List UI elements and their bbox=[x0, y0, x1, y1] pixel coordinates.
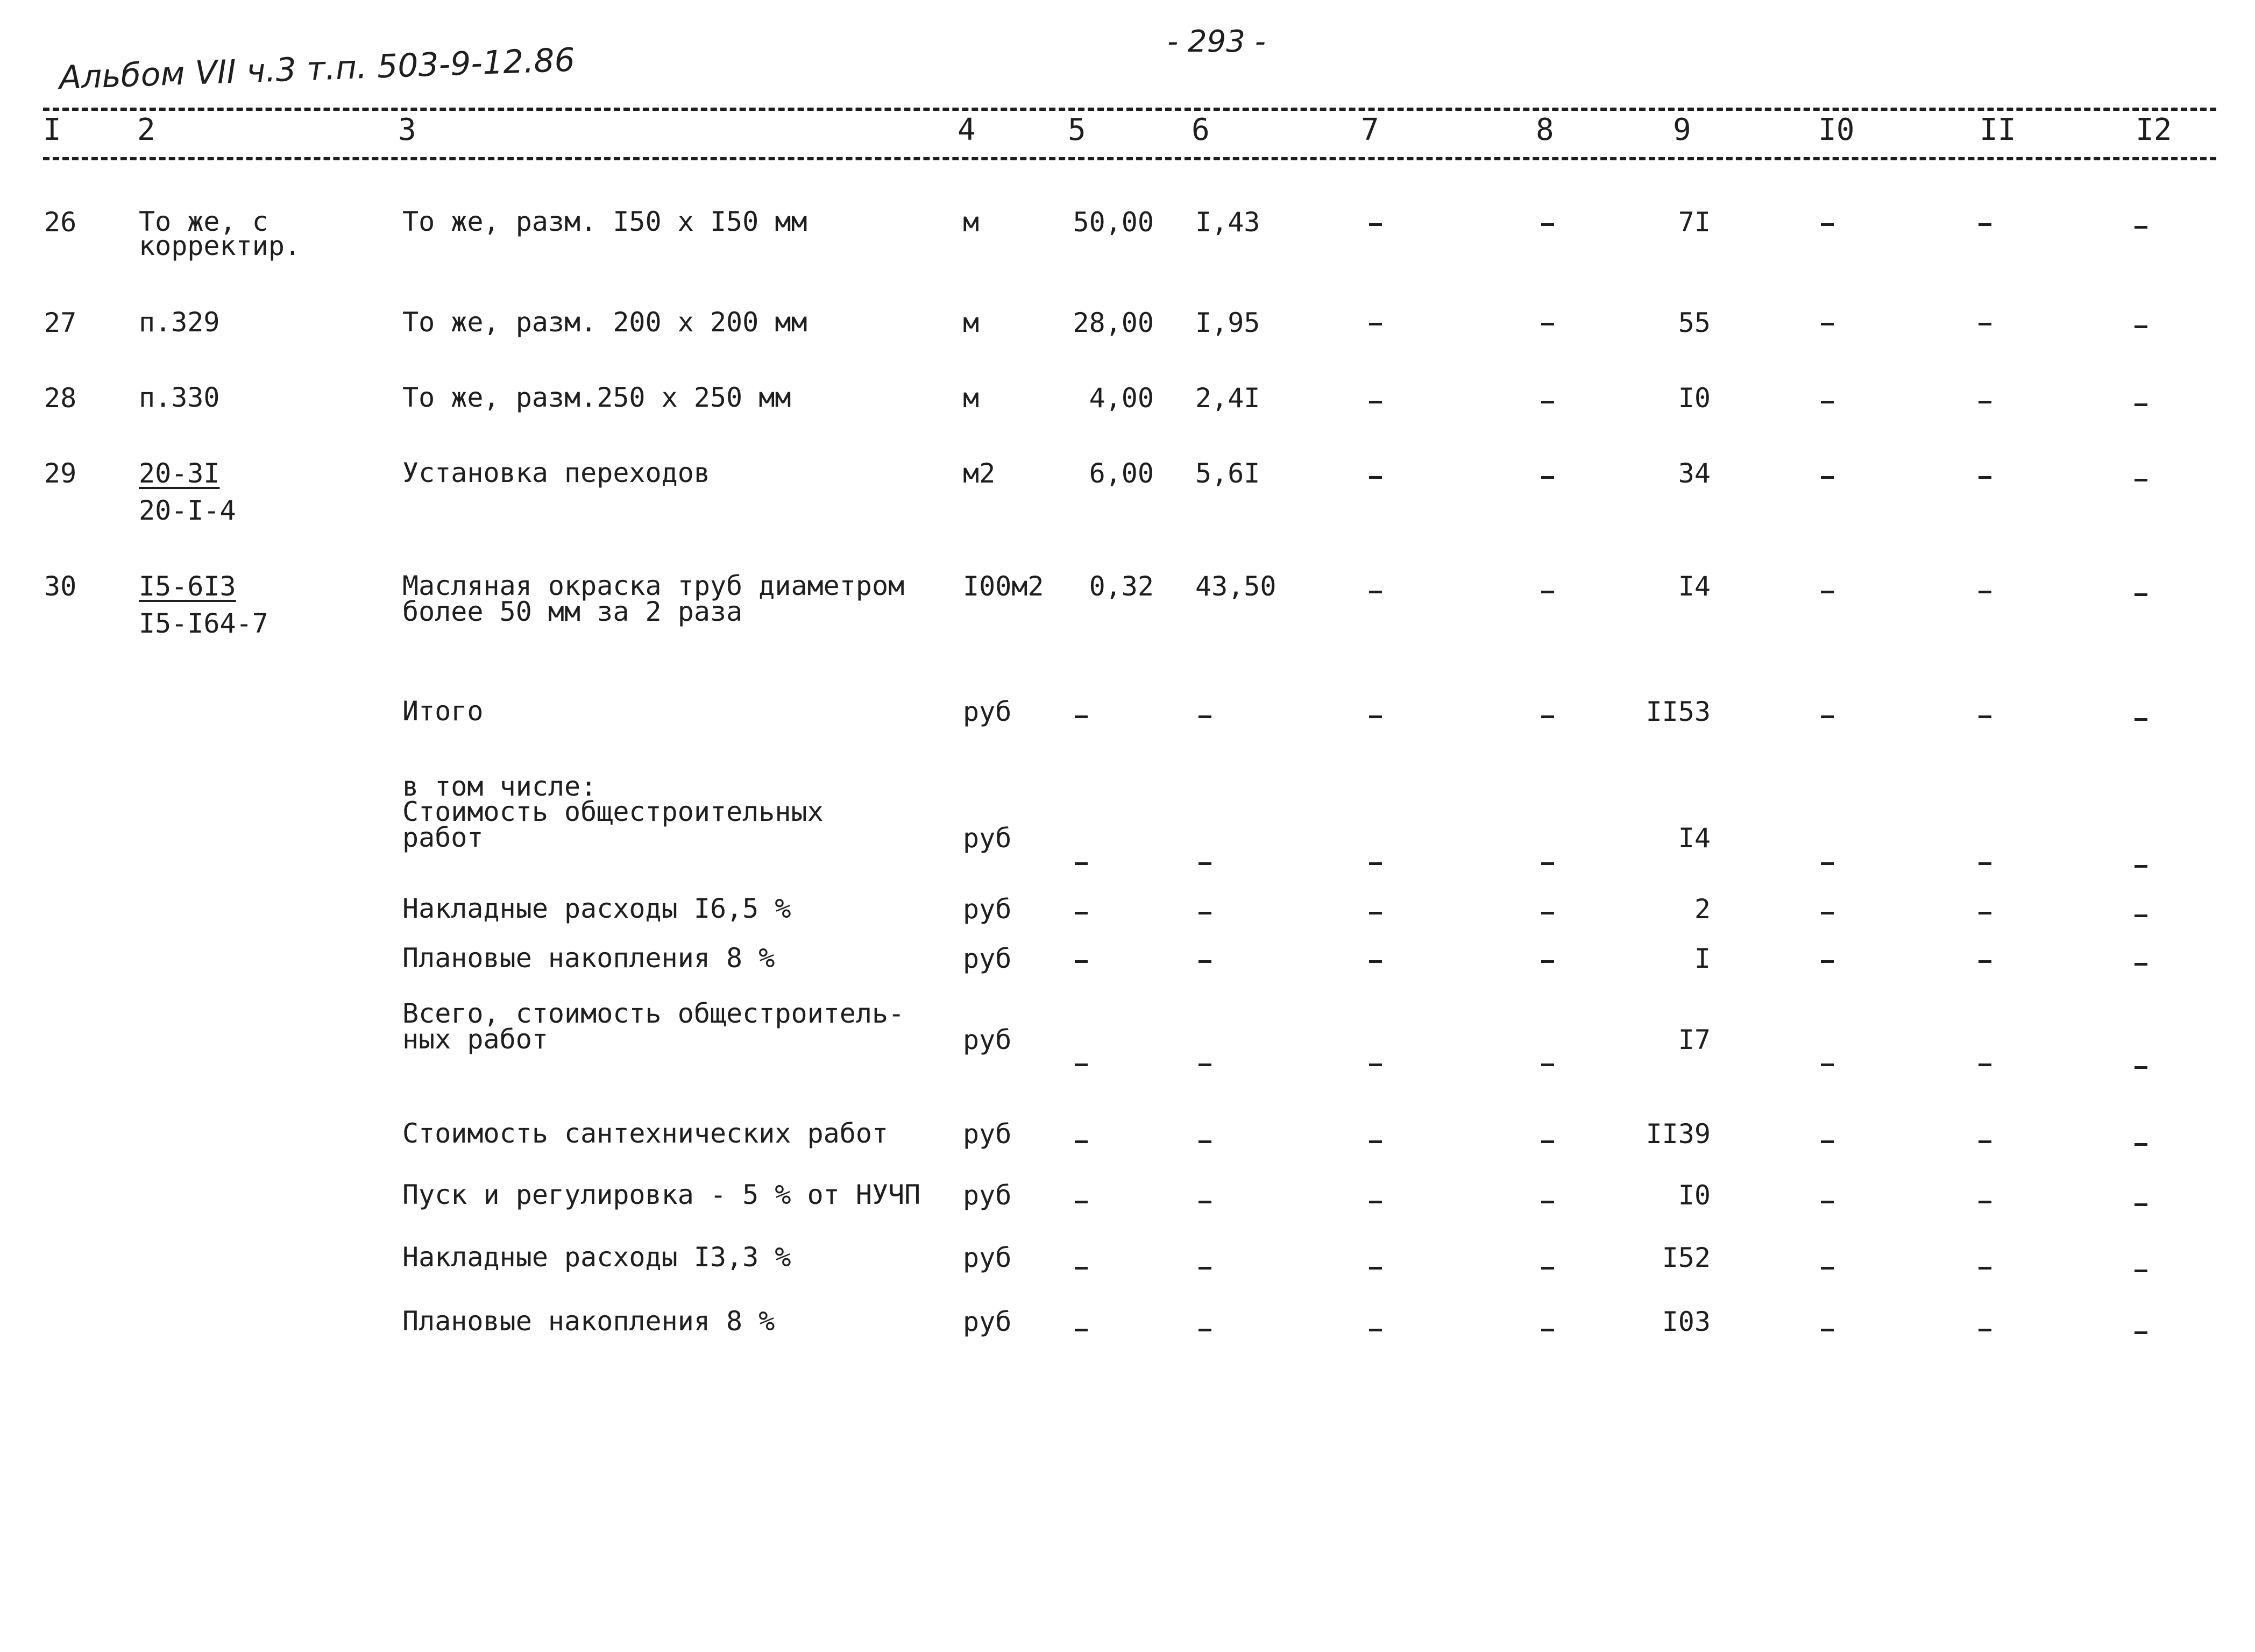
row-number: 27 bbox=[44, 307, 77, 338]
dash-col-12 bbox=[2135, 403, 2147, 406]
unit-of-measure: I00м2 bbox=[963, 571, 1044, 602]
dash-col-8 bbox=[1541, 715, 1554, 718]
dash-col-6 bbox=[1199, 960, 1211, 963]
unit-of-measure: м bbox=[963, 382, 980, 414]
dash-col-6 bbox=[1199, 912, 1211, 914]
dash-col-8 bbox=[1541, 476, 1554, 479]
dash-col-6 bbox=[1199, 1063, 1211, 1066]
column-header-11: II bbox=[1980, 112, 2016, 147]
album-reference: Альбом VII ч.3 т.п. 503-9-12.86 bbox=[58, 41, 576, 97]
work-description: Накладные расходы I6,5 % bbox=[402, 893, 791, 924]
quantity-value: 50,00 bbox=[1073, 207, 1154, 238]
dash-col-10 bbox=[1821, 223, 1834, 226]
dash-col-8 bbox=[1541, 1063, 1554, 1066]
unit-of-measure: м bbox=[963, 207, 980, 238]
price-code: I5-I64-7 bbox=[139, 608, 268, 639]
price-code: корректир. bbox=[139, 230, 301, 261]
dash-col-12 bbox=[2135, 914, 2147, 917]
unit-price-value: 2,4I bbox=[1195, 382, 1260, 414]
dash-col-10 bbox=[1821, 1201, 1834, 1203]
dash-col-6 bbox=[1199, 862, 1211, 865]
total-cost-value: I0 bbox=[1678, 1180, 1711, 1211]
dash-col-12 bbox=[2135, 325, 2147, 328]
dash-col-5 bbox=[1075, 862, 1088, 865]
dash-col-8 bbox=[1541, 912, 1554, 914]
dash-col-11 bbox=[1979, 715, 1991, 718]
dash-col-12 bbox=[2135, 1066, 2147, 1069]
dash-col-6 bbox=[1199, 1267, 1211, 1270]
dash-col-7 bbox=[1369, 1063, 1382, 1066]
dash-col-12 bbox=[2135, 1331, 2147, 1334]
dash-col-11 bbox=[1979, 223, 1991, 226]
work-description: Стоимость общестроительных bbox=[402, 796, 824, 827]
dash-col-8 bbox=[1541, 401, 1554, 403]
dash-col-10 bbox=[1821, 323, 1834, 325]
unit-of-measure: руб bbox=[963, 1024, 1012, 1055]
unit-price-value: 5,6I bbox=[1195, 458, 1260, 489]
work-description: То же, разм. I50 x I50 мм bbox=[402, 206, 807, 237]
work-description: Накладные расходы I3,3 % bbox=[402, 1242, 791, 1273]
total-cost-value: 2 bbox=[1694, 894, 1711, 925]
price-code: п.329 bbox=[139, 307, 220, 338]
unit-of-measure: руб bbox=[963, 1242, 1012, 1273]
dash-col-5 bbox=[1075, 960, 1088, 963]
unit-price-value: I,43 bbox=[1195, 207, 1260, 238]
column-header-7: 7 bbox=[1361, 112, 1379, 147]
work-description: Плановые накопления 8 % bbox=[402, 1306, 775, 1337]
dash-col-12 bbox=[2135, 865, 2147, 868]
dash-col-11 bbox=[1979, 1140, 1991, 1143]
column-header-6: 6 bbox=[1192, 112, 1210, 147]
unit-price-value: 43,50 bbox=[1195, 571, 1277, 602]
dash-col-11 bbox=[1979, 591, 1991, 593]
work-description: ных работ bbox=[402, 1024, 548, 1055]
row-number: 29 bbox=[44, 458, 77, 489]
dash-col-8 bbox=[1541, 1140, 1554, 1143]
work-description: более 50 мм за 2 раза bbox=[402, 596, 743, 627]
dash-col-12 bbox=[2135, 1143, 2147, 1146]
row-number: 30 bbox=[44, 571, 77, 602]
dash-col-12 bbox=[2135, 593, 2147, 596]
unit-of-measure: руб bbox=[963, 894, 1012, 925]
header-bottom-rule bbox=[43, 157, 2216, 160]
dash-col-7 bbox=[1369, 912, 1382, 914]
dash-col-6 bbox=[1199, 1201, 1211, 1203]
work-description: То же, разм. 200 x 200 мм bbox=[402, 307, 807, 338]
dash-col-11 bbox=[1979, 912, 1991, 914]
dash-col-12 bbox=[2135, 963, 2147, 966]
column-header-5: 5 bbox=[1068, 112, 1086, 147]
column-header-1: I bbox=[43, 112, 61, 147]
dash-col-10 bbox=[1821, 715, 1834, 718]
dash-col-7 bbox=[1369, 591, 1382, 593]
dash-col-5 bbox=[1075, 715, 1088, 718]
dash-col-8 bbox=[1541, 591, 1554, 593]
dash-col-8 bbox=[1541, 1201, 1554, 1203]
total-cost-value: I7 bbox=[1678, 1024, 1711, 1055]
work-description: Стоимость сантехнических работ bbox=[402, 1118, 889, 1149]
work-description: Установка переходов bbox=[402, 457, 710, 488]
dash-col-10 bbox=[1821, 1267, 1834, 1270]
dash-col-12 bbox=[2135, 1270, 2147, 1272]
column-header-8: 8 bbox=[1536, 112, 1554, 147]
dash-col-5 bbox=[1075, 912, 1088, 914]
unit-of-measure: руб bbox=[963, 1118, 1012, 1150]
total-cost-value: 7I bbox=[1678, 207, 1711, 238]
work-description: Всего, стоимость общестроитель- bbox=[402, 998, 905, 1029]
total-cost-value: II39 bbox=[1646, 1118, 1711, 1150]
dash-col-12 bbox=[2135, 226, 2147, 229]
work-description: Масляная окраска труб диаметром bbox=[402, 570, 905, 601]
unit-of-measure: руб bbox=[963, 943, 1012, 974]
dash-col-6 bbox=[1199, 1329, 1211, 1331]
dash-col-5 bbox=[1075, 1201, 1088, 1203]
dash-col-5 bbox=[1075, 1329, 1088, 1331]
column-header-4: 4 bbox=[958, 112, 976, 147]
work-description: Плановые накопления 8 % bbox=[402, 942, 775, 974]
dash-col-12 bbox=[2135, 479, 2147, 481]
dash-col-11 bbox=[1979, 862, 1991, 865]
column-header-9: 9 bbox=[1673, 112, 1691, 147]
dash-col-7 bbox=[1369, 1201, 1382, 1203]
quantity-value: 6,00 bbox=[1089, 458, 1154, 489]
column-header-3: 3 bbox=[398, 112, 416, 147]
dash-col-5 bbox=[1075, 1140, 1088, 1143]
header-top-rule bbox=[43, 108, 2216, 111]
dash-col-7 bbox=[1369, 1140, 1382, 1143]
dash-col-5 bbox=[1075, 1267, 1088, 1270]
row-number: 28 bbox=[44, 382, 77, 414]
total-cost-value: I bbox=[1694, 943, 1711, 974]
unit-of-measure: м2 bbox=[963, 458, 996, 489]
dash-col-11 bbox=[1979, 1267, 1991, 1270]
dash-col-11 bbox=[1979, 1201, 1991, 1203]
dash-col-7 bbox=[1369, 401, 1382, 403]
row-number: 26 bbox=[44, 207, 77, 238]
unit-price-value: I,95 bbox=[1195, 307, 1260, 338]
total-cost-value: 55 bbox=[1678, 307, 1711, 338]
dash-col-10 bbox=[1821, 912, 1834, 914]
price-code: I5-6I3 bbox=[139, 571, 236, 602]
dash-col-11 bbox=[1979, 476, 1991, 479]
dash-col-7 bbox=[1369, 862, 1382, 865]
dash-col-10 bbox=[1821, 476, 1834, 479]
column-header-10: I0 bbox=[1818, 112, 1855, 147]
total-cost-value: I4 bbox=[1678, 823, 1711, 854]
price-code: 20-I-4 bbox=[139, 495, 236, 526]
unit-of-measure: руб bbox=[963, 1180, 1012, 1211]
unit-of-measure: руб bbox=[963, 1306, 1012, 1337]
column-header-2: 2 bbox=[137, 112, 155, 147]
dash-col-10 bbox=[1821, 591, 1834, 593]
dash-col-7 bbox=[1369, 1267, 1382, 1270]
price-code: п.330 bbox=[139, 382, 220, 413]
dash-col-7 bbox=[1369, 715, 1382, 718]
dash-col-8 bbox=[1541, 1329, 1554, 1331]
unit-of-measure: руб bbox=[963, 823, 1012, 854]
dash-col-7 bbox=[1369, 1329, 1382, 1331]
total-cost-value: I0 bbox=[1678, 382, 1711, 414]
dash-col-8 bbox=[1541, 323, 1554, 325]
dash-col-7 bbox=[1369, 476, 1382, 479]
dash-col-8 bbox=[1541, 1267, 1554, 1270]
dash-col-12 bbox=[2135, 718, 2147, 721]
unit-of-measure: м bbox=[963, 307, 980, 338]
dash-col-10 bbox=[1821, 401, 1834, 403]
dash-col-11 bbox=[1979, 1063, 1991, 1066]
dash-col-11 bbox=[1979, 323, 1991, 325]
dash-col-11 bbox=[1979, 960, 1991, 963]
work-description: в том числе: bbox=[402, 771, 597, 802]
dash-col-7 bbox=[1369, 223, 1382, 226]
dash-col-7 bbox=[1369, 323, 1382, 325]
dash-col-8 bbox=[1541, 223, 1554, 226]
work-description: работ bbox=[402, 822, 484, 853]
column-header-12: I2 bbox=[2136, 112, 2172, 147]
dash-col-10 bbox=[1821, 1329, 1834, 1331]
total-cost-value: I4 bbox=[1678, 571, 1711, 602]
dash-col-10 bbox=[1821, 862, 1834, 865]
work-description: Пуск и регулировка - 5 % от НУЧП bbox=[402, 1179, 921, 1210]
dash-col-10 bbox=[1821, 1140, 1834, 1143]
dash-col-8 bbox=[1541, 862, 1554, 865]
total-cost-value: I03 bbox=[1662, 1306, 1711, 1337]
work-description: Итого bbox=[402, 696, 484, 727]
dash-col-11 bbox=[1979, 1329, 1991, 1331]
work-description: То же, разм.250 x 250 мм bbox=[402, 382, 791, 413]
price-code: То же, с bbox=[139, 206, 268, 237]
quantity-value: 28,00 bbox=[1073, 307, 1154, 338]
quantity-value: 0,32 bbox=[1089, 571, 1154, 602]
dash-col-5 bbox=[1075, 1063, 1088, 1066]
dash-col-8 bbox=[1541, 960, 1554, 963]
total-cost-value: I52 bbox=[1662, 1242, 1711, 1273]
dash-col-6 bbox=[1199, 1140, 1211, 1143]
dash-col-10 bbox=[1821, 960, 1834, 963]
quantity-value: 4,00 bbox=[1089, 382, 1154, 414]
dash-col-6 bbox=[1199, 715, 1211, 718]
dash-col-11 bbox=[1979, 401, 1991, 403]
dash-col-12 bbox=[2135, 1203, 2147, 1206]
total-cost-value: 34 bbox=[1678, 458, 1711, 489]
unit-of-measure: руб bbox=[963, 696, 1012, 727]
page-number: - 293 - bbox=[1167, 24, 1266, 59]
dash-col-7 bbox=[1369, 960, 1382, 963]
dash-col-10 bbox=[1821, 1063, 1834, 1066]
price-code: 20-3I bbox=[139, 458, 220, 489]
total-cost-value: II53 bbox=[1646, 696, 1711, 727]
